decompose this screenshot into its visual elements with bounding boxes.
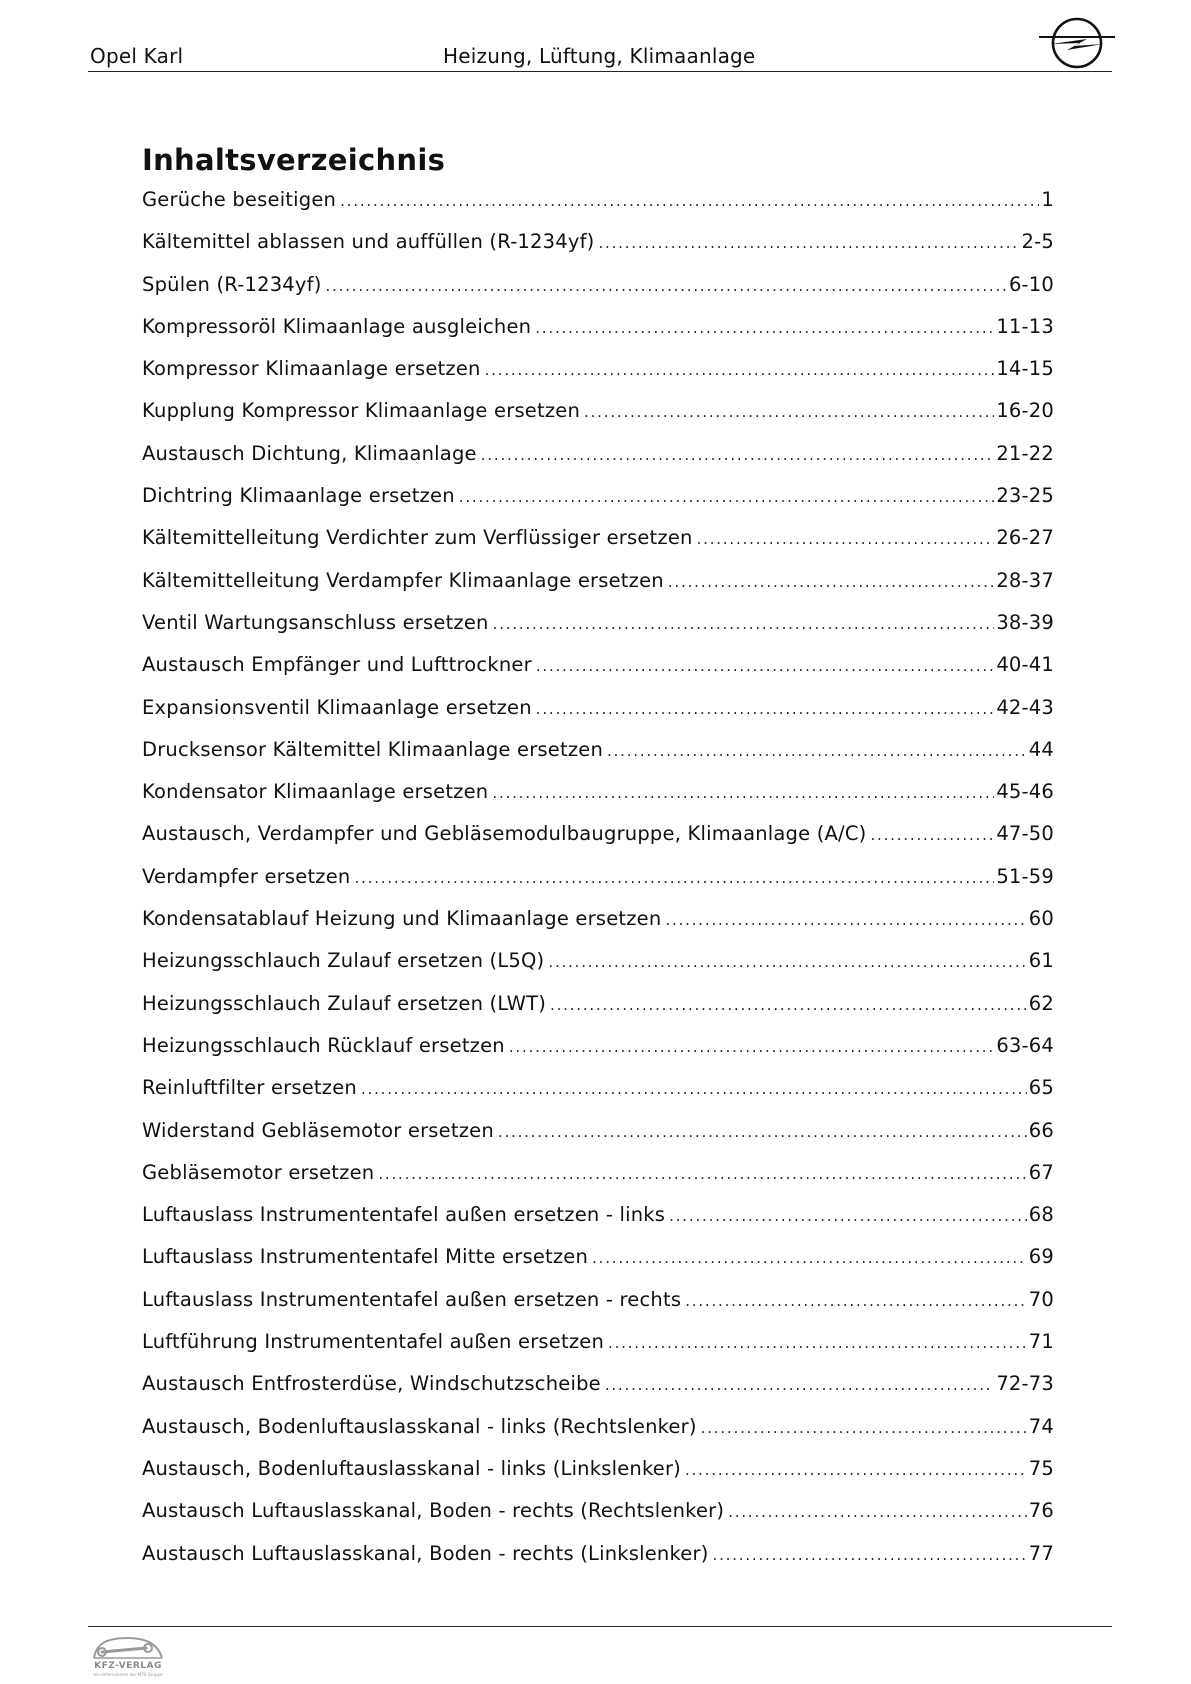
toc-entry-page: 60 <box>1028 907 1054 931</box>
toc-entry-title: Austausch, Verdampfer und Gebläsemodulbaugruppe, Klimaanlage (A/C) <box>142 822 867 846</box>
toc-dot-leader <box>685 1292 1027 1310</box>
toc-entry <box>142 822 1054 864</box>
toc-entry <box>142 1288 1054 1330</box>
toc-entry-title: Austausch Dichtung, Klimaanlage <box>142 441 477 465</box>
toc-dot-leader <box>498 1123 1027 1141</box>
toc-entry-page: 70 <box>1028 1287 1054 1311</box>
toc-dot-leader <box>509 1038 994 1056</box>
toc-dot-leader <box>607 742 1027 760</box>
toc-dot-leader <box>697 530 995 548</box>
toc-dot-leader <box>701 1419 1027 1437</box>
toc-entry <box>142 865 1054 907</box>
toc-entry <box>142 1034 1054 1076</box>
toc-entry <box>142 1330 1054 1372</box>
header-section-title: Heizung, Lüftung, Klimaanlage <box>443 44 756 68</box>
toc-entry-page: 71 <box>1028 1330 1054 1354</box>
toc-entry-page: 67 <box>1028 1160 1054 1184</box>
toc-dot-leader <box>481 446 995 464</box>
toc-entry <box>142 230 1054 272</box>
toc-entry-page: 26-27 <box>996 526 1054 550</box>
table-of-contents <box>142 140 1054 1584</box>
toc-entry-title: Gebläsemotor ersetzen <box>142 1160 375 1184</box>
toc-dot-leader <box>728 1503 1027 1521</box>
toc-entry-page: 28-37 <box>996 568 1054 592</box>
toc-entry-title: Dichtring Klimaanlage ersetzen <box>142 484 455 508</box>
toc-entry <box>142 1245 1054 1287</box>
toc-entry <box>142 780 1054 822</box>
toc-entry-title: Luftauslass Instrumententafel außen ersetzen - links <box>142 1203 666 1227</box>
toc-entry <box>142 1372 1054 1414</box>
toc-entry-page: 51-59 <box>996 864 1054 888</box>
toc-entry <box>142 442 1054 484</box>
toc-entry-title: Expansionsventil Klimaanlage ersetzen <box>142 695 532 719</box>
toc-dot-leader <box>669 1207 1027 1225</box>
toc-entry-title: Heizungsschlauch Rücklauf ersetzen <box>142 1033 505 1057</box>
toc-dot-leader <box>485 361 995 379</box>
toc-entry-page: 74 <box>1028 1414 1054 1438</box>
toc-entry-title: Kondensatablauf Heizung und Klimaanlage ersetzen <box>142 907 662 931</box>
toc-entry-page: 44 <box>1028 737 1054 761</box>
toc-entry-list <box>142 188 1054 1584</box>
toc-entry-title: Drucksensor Kältemittel Klimaanlage ersetzen <box>142 737 604 761</box>
toc-entry-page: 2-5 <box>1021 230 1054 254</box>
toc-entry-page: 38-39 <box>996 610 1054 634</box>
toc-entry-title: Austausch, Bodenluftauslasskanal - links (Rechtslenker) <box>142 1414 697 1438</box>
footer-divider <box>88 1626 1112 1627</box>
toc-entry-page: 23-25 <box>996 484 1054 508</box>
toc-entry-title: Heizungsschlauch Zulauf ersetzen (L5Q) <box>142 949 545 973</box>
footer-logo <box>88 1630 168 1682</box>
toc-entry-page: 6-10 <box>1008 272 1054 296</box>
toc-entry-page: 21-22 <box>996 441 1054 465</box>
toc-entry-title: Reinluftfilter ersetzen <box>142 1076 357 1100</box>
toc-entry-title: Austausch Luftauslasskanal, Boden - rechts (Linkslenker) <box>142 1541 709 1565</box>
toc-entry-title: Luftauslass Instrumententafel außen ersetzen - rechts <box>142 1287 682 1311</box>
toc-entry-title: Ventil Wartungsanschluss ersetzen <box>142 610 489 634</box>
toc-entry-page: 61 <box>1028 949 1054 973</box>
toc-dot-leader <box>535 319 994 337</box>
toc-entry <box>142 611 1054 653</box>
toc-entry-page: 72-73 <box>996 1372 1054 1396</box>
toc-entry-title: Austausch, Bodenluftauslasskanal - links (Linkslenker) <box>142 1456 681 1480</box>
toc-entry-page: 75 <box>1028 1456 1054 1480</box>
toc-title: Inhaltsverzeichnis <box>142 143 446 177</box>
toc-entry-title: Widerstand Gebläsemotor ersetzen <box>142 1118 494 1142</box>
toc-entry <box>142 484 1054 526</box>
toc-dot-leader <box>536 700 995 718</box>
toc-dot-leader <box>548 953 1026 971</box>
toc-entry-page: 45-46 <box>996 780 1054 804</box>
toc-entry-page: 76 <box>1028 1499 1054 1523</box>
toc-entry-page: 62 <box>1028 991 1054 1015</box>
toc-dot-leader <box>713 1546 1027 1564</box>
toc-dot-leader <box>361 1080 1027 1098</box>
toc-entry-page: 69 <box>1028 1245 1054 1269</box>
toc-entry-page: 77 <box>1028 1541 1054 1565</box>
toc-dot-leader <box>584 403 994 421</box>
toc-entry <box>142 1119 1054 1161</box>
toc-entry-page: 63-64 <box>996 1033 1054 1057</box>
toc-entry <box>142 696 1054 738</box>
toc-dot-leader <box>592 1249 1027 1267</box>
toc-entry <box>142 1542 1054 1584</box>
toc-entry <box>142 188 1054 230</box>
toc-entry-title: Gerüche beseitigen <box>142 188 337 211</box>
toc-entry-title: Heizungsschlauch Zulauf ersetzen (LWT) <box>142 991 547 1015</box>
toc-entry <box>142 1415 1054 1457</box>
toc-dot-leader <box>608 1334 1027 1352</box>
toc-entry <box>142 315 1054 357</box>
toc-entry-page: 1 <box>1041 188 1054 211</box>
toc-entry-title: Austausch Empfänger und Lufttrockner <box>142 653 532 677</box>
toc-entry <box>142 399 1054 441</box>
toc-dot-leader <box>668 573 994 591</box>
toc-entry-title: Austausch Luftauslasskanal, Boden - rechts (Rechtslenker) <box>142 1499 725 1523</box>
toc-dot-leader <box>598 234 1019 252</box>
toc-entry <box>142 357 1054 399</box>
toc-entry-page: 40-41 <box>996 653 1054 677</box>
toc-entry-page: 11-13 <box>996 314 1054 338</box>
toc-entry-page: 68 <box>1028 1203 1054 1227</box>
toc-entry-page: 65 <box>1028 1076 1054 1100</box>
toc-entry-title: Kompressor Klimaanlage ersetzen <box>142 357 481 381</box>
toc-dot-leader <box>459 488 995 506</box>
toc-entry-title: Kupplung Kompressor Klimaanlage ersetzen <box>142 399 581 423</box>
toc-dot-leader <box>536 657 995 675</box>
toc-entry-title: Verdampfer ersetzen <box>142 864 351 888</box>
toc-entry-page: 16-20 <box>996 399 1054 423</box>
toc-entry <box>142 569 1054 611</box>
footer-brand: KFZ-VERLAG <box>94 1661 162 1671</box>
toc-dot-leader <box>340 192 1039 210</box>
toc-entry-title: Kondensator Klimaanlage ersetzen <box>142 780 489 804</box>
toc-dot-leader <box>354 869 994 887</box>
toc-entry-page: 42-43 <box>996 695 1054 719</box>
toc-dot-leader <box>550 996 1027 1014</box>
page-header <box>88 0 1112 72</box>
toc-entry <box>142 907 1054 949</box>
toc-entry <box>142 1457 1054 1499</box>
toc-dot-leader <box>326 277 1007 295</box>
toc-entry <box>142 738 1054 780</box>
toc-entry-page: 47-50 <box>996 822 1054 846</box>
toc-entry <box>142 992 1054 1034</box>
toc-entry-page: 14-15 <box>996 357 1054 381</box>
toc-entry <box>142 653 1054 695</box>
footer-tagline: ein Unternehmen der MTS-Gruppe <box>93 1672 163 1677</box>
toc-entry-title: Luftführung Instrumententafel außen ersetzen <box>142 1330 605 1354</box>
toc-entry <box>142 1076 1054 1118</box>
toc-entry-title: Spülen (R-1234yf) <box>142 272 322 296</box>
toc-dot-leader <box>870 826 994 844</box>
car-wrench-logo-icon <box>88 1630 168 1664</box>
toc-dot-leader <box>492 784 994 802</box>
toc-entry-title: Luftauslass Instrumententafel Mitte ersetzen <box>142 1245 589 1269</box>
toc-entry <box>142 1161 1054 1203</box>
toc-entry-title: Austausch Entfrosterdüse, Windschutzscheibe <box>142 1372 601 1396</box>
toc-entry-title: Kältemittelleitung Verdampfer Klimaanlage ersetzen <box>142 568 664 592</box>
opel-blitz-logo-icon <box>1037 17 1117 69</box>
header-model: Opel Karl <box>90 44 184 68</box>
toc-dot-leader <box>665 911 1026 929</box>
toc-dot-leader <box>605 1376 994 1394</box>
toc-entry <box>142 273 1054 315</box>
toc-entry <box>142 1499 1054 1541</box>
toc-entry <box>142 526 1054 568</box>
toc-dot-leader <box>685 1461 1027 1479</box>
toc-entry-title: Kompressoröl Klimaanlage ausgleichen <box>142 314 532 338</box>
toc-entry <box>142 949 1054 991</box>
toc-dot-leader <box>493 615 995 633</box>
toc-dot-leader <box>378 1165 1026 1183</box>
toc-entry-page: 66 <box>1028 1118 1054 1142</box>
toc-entry <box>142 1203 1054 1245</box>
toc-entry-title: Kältemittel ablassen und auffüllen (R-1234yf) <box>142 230 595 254</box>
toc-entry-title: Kältemittelleitung Verdichter zum Verflüssiger ersetzen <box>142 526 693 550</box>
